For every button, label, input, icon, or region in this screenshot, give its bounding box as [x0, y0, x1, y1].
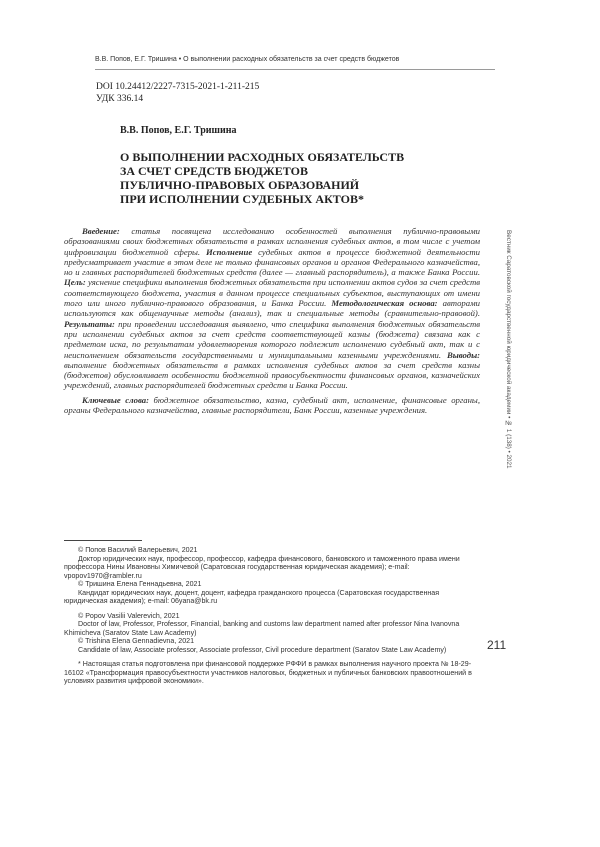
footnote-copyright: © Тришина Елена Геннадьевна, 2021	[78, 580, 202, 588]
results-label: Результаты:	[64, 318, 115, 329]
footnotes	[64, 546, 480, 686]
journal-sidebar	[505, 230, 519, 625]
article-title	[120, 150, 480, 206]
footnote-author-info: Доктор юридических наук, профессор, профессор, кафедра финансового, банковского и таможенного права имени профессора Нины Ивановны Химичевой (Саратовская государственная юридическая академия); e-mail: vpopov1970@rambler.ru	[64, 554, 460, 580]
article-authors: В.В. Попов, Е.Г. Тришина	[120, 125, 237, 136]
goal-label: Цель:	[64, 277, 86, 288]
journal-sidebar-text: Вестник Саратовской государственной юридической академии • № 1 (138) • 2021	[505, 230, 512, 469]
keywords-text: бюджетное обязательство, казна, судебный акт, исполнение, финансовые органы, органы Федерального казначейства, главные распорядители, Банк России, казенные учреждения.	[64, 394, 480, 416]
page-number: 211	[487, 638, 507, 652]
doi: DOI 10.24412/2227-7315-2021-1-211-215	[96, 82, 260, 92]
footnote-copyright: © Попов Василий Валерьевич, 2021	[78, 546, 198, 554]
keywords-label: Ключевые слова:	[82, 394, 150, 405]
keywords-paragraph	[64, 395, 480, 416]
method-label: Методологическая основа:	[331, 298, 438, 309]
footnote-author-info: Candidate of law, Associate professor, Associate professor, Civil procedure department (Saratov State Law Academy)	[78, 645, 447, 654]
abstract-paragraph	[64, 226, 480, 391]
intro-label: Введение:	[82, 226, 120, 236]
conclusions-text: выполнение бюджетных обязательств в рамках исполнения судебных актов за счет средств казны (бюджетов) обусловливает особенности бюджетной правосубъектности финансовых органов, казначейских учреждений, главных распорядителей бюджетных средств и Банка России.	[64, 359, 480, 391]
title-line: ПУБЛИЧНО-ПРАВОВЫХ ОБРАЗОВАНИЙ	[120, 178, 360, 192]
footnote-author-info: Кандидат юридических наук, доцент, доцент, кафедра гражданского процесса (Саратовская государственная юридическая академия); e-mail: 06yana@bk.ru	[64, 588, 440, 605]
udk: УДК 336.14	[96, 94, 144, 104]
intro-bold: Исполнение	[205, 246, 253, 257]
goal-text: уяснение специфики выполнения бюджетных обязательств при исполнении актов судов за счет средств соответствующего бюджета, участия в данном процессе специальных субъектов, выступающих от имени того или иного публично-правового образования, и Банка России.	[64, 277, 480, 309]
footnote-copyright: © Popov Vasilii Valerevich, 2021	[78, 611, 180, 620]
abstract	[64, 226, 480, 415]
running-header: В.В. Попов, Е.Г. Тришина • О выполнении расходных обязательств за счет средств бюджетов	[95, 56, 400, 63]
footnote-divider	[64, 540, 142, 541]
intro-text-2: судебных актов в процессе бюджетной деятельности предусматривает участие в этом деле не только финансовых органов и органов Федерального казначейства, но и главных распорядителей бюджетных средств (далее — главный распорядитель), а также Банка России.	[64, 246, 480, 278]
header-divider	[95, 69, 495, 70]
footnote-author-info: Doctor of law, Professor, Professor, Financial, banking and customs law department named after professor Nina Ivanovna Khimicheva (Saratov State Law Academy)	[64, 620, 460, 637]
title-line: О ВЫПОЛНЕНИИ РАСХОДНЫХ ОБЯЗАТЕЛЬСТВ	[120, 150, 405, 164]
footnote-funding: * Настоящая статья подготовлена при финансовой поддержке РФФИ в рамках выполнения научного проекта № 18-29-16102 «Трансформация правосубъектности участников налоговых, бюджетных и публичных банковских правоотношений в условиях развития цифровой экономики».	[64, 660, 472, 685]
title-line: ЗА СЧЕТ СРЕДСТВ БЮДЖЕТОВ	[120, 164, 308, 178]
title-line: ПРИ ИСПОЛНЕНИИ СУДЕБНЫХ АКТОВ*	[120, 192, 364, 206]
footnote-copyright: © Trishina Elena Gennadievna, 2021	[78, 637, 195, 645]
intro-text: статья посвящена исследованию особенностей выполнения публично-правовыми образованиями своих бюджетных обязательств в рамках исполнения судебных актов, в том числе с учетом цифровизации бюджетной сферы.	[64, 226, 480, 257]
conclusions-label: Выводы:	[446, 349, 480, 360]
method-text: авторами используются как общенаучные методы (анализ), так и специальные методы (сравнительно-правовой).	[64, 298, 480, 319]
results-text: при проведении исследования выявлено, что специфика выполнения бюджетных обязательств при исполнении судебных актов за счет средств соответствующей казны (бюджета) связана как с предметом иска, по результатам удовлетворения которого подлежит исполнению судебный акт, так и с неисполнением обязательств государственными и муниципальными казенными учреждениями.	[64, 318, 480, 360]
